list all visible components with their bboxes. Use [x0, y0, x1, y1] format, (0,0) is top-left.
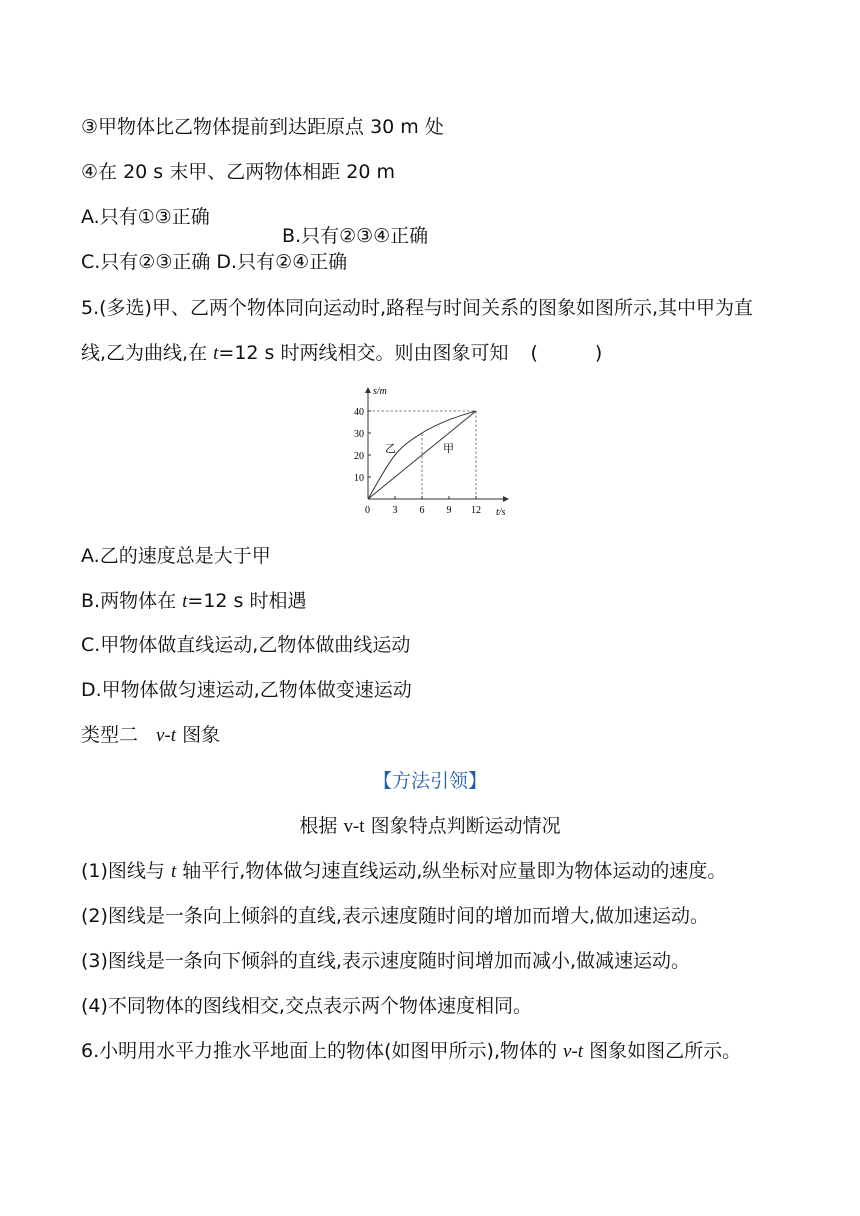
question-5-option-d: D.甲物体做匀速运动,乙物体做变速运动 — [81, 679, 412, 701]
x-tick-label: 9 — [446, 505, 452, 516]
series-yi-label: 乙 — [385, 442, 396, 455]
rule-4: (4)不同物体的图线相交,交点表示两个物体速度相同。 — [81, 995, 532, 1017]
section-label: 类型二 — [81, 724, 139, 746]
choice-a: A.只有①③正确 — [81, 206, 210, 228]
variable-t: t — [170, 861, 177, 882]
section-tail: 图象 — [176, 724, 221, 746]
x-tick-label: 12 — [471, 505, 481, 516]
stem-text: 线,乙为曲线,在 — [81, 342, 214, 364]
option-3-text: ③甲物体比乙物体提前到达距原点 30 m 处 — [81, 116, 444, 138]
origin-label: 0 — [365, 505, 370, 516]
variable-t: t — [213, 343, 219, 364]
rule-1 — [81, 858, 726, 885]
subtitle-text: 根据 — [299, 815, 344, 837]
rule-2: (2)图线是一条向上倾斜的直线,表示速度随时间的增加而增大,做加速运动。 — [81, 905, 709, 927]
method-subtitle — [0, 813, 860, 840]
variable-t: t — [182, 591, 188, 612]
x-tick-label: 6 — [419, 505, 425, 516]
series-jia-line — [368, 411, 476, 499]
section-heading — [81, 722, 220, 749]
subtitle-variable: v-t — [343, 816, 365, 837]
y-axis-label: s/m — [373, 386, 387, 397]
question-5-option-a: A.乙的速度总是大于甲 — [81, 545, 271, 567]
answer-paren: ( ) — [530, 342, 603, 364]
series-jia-label: 甲 — [443, 442, 454, 455]
question-5-option-c: C.甲物体做直线运动,乙物体做曲线运动 — [81, 634, 411, 656]
y-tick-label: 20 — [354, 451, 364, 462]
stem-text: 图象如图乙所示。 — [583, 1040, 742, 1062]
subtitle-text: 图象特点判断运动情况 — [364, 815, 561, 837]
method-title: 【方法引领】 — [372, 770, 487, 792]
x-tick-label: 3 — [392, 505, 398, 516]
x-axis-label: t/s — [496, 507, 506, 518]
option-text: B.两物体在 — [81, 590, 183, 612]
question-5-option-b — [81, 588, 306, 615]
choice-b: B.只有②③④正确 — [282, 225, 429, 247]
rule-3: (3)图线是一条向下倾斜的直线,表示速度随时间增加而减小,做减速运动。 — [81, 950, 690, 972]
stem-text: 6.小明用水平力推水平地面上的物体(如图甲所示),物体的 — [81, 1040, 564, 1062]
choice-c-d: C.只有②③正确 D.只有②④正确 — [81, 251, 348, 273]
rule-text: (1)图线与 — [81, 860, 171, 882]
s-t-graph — [340, 380, 520, 522]
section-variable: v-t — [156, 725, 177, 746]
question-5-stem-line2 — [81, 340, 602, 367]
stem-variable: v-t — [563, 1041, 584, 1062]
option-text: =12 s 时相遇 — [187, 590, 307, 612]
y-tick-label: 40 — [354, 407, 364, 418]
y-tick-label: 10 — [354, 473, 364, 484]
y-tick-label: 30 — [354, 429, 364, 440]
rule-text: 轴平行,物体做匀速直线运动,纵坐标对应量即为物体运动的速度。 — [176, 860, 727, 882]
option-4-text: ④在 20 s 末甲、乙两物体相距 20 m — [81, 161, 395, 183]
question-6-stem — [81, 1038, 741, 1065]
stem-text: =12 s 时两线相交。则由图象可知 — [218, 342, 509, 364]
question-5-stem-line1: 5.(多选)甲、乙两个物体同向运动时,路程与时间关系的图象如图所示,其中甲为直 — [81, 297, 754, 319]
